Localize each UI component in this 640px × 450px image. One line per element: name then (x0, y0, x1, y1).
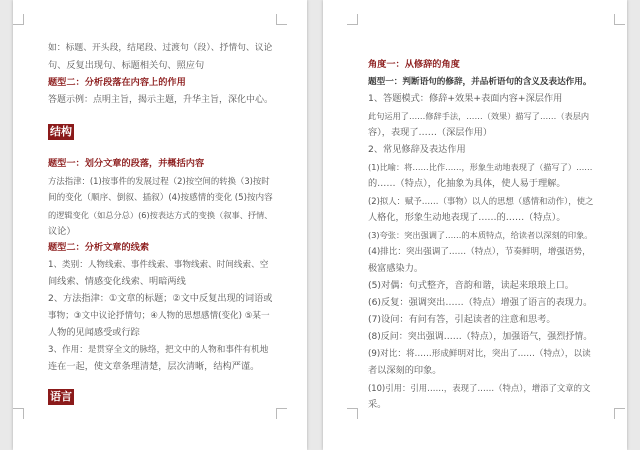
text-line: 采。 (368, 399, 387, 410)
text-line: (10)引用：引用……，表现了……（特点），增添了文章的文 (368, 383, 591, 393)
text-line: 1、类别：人物线索、事件线索、事物线索、时间线索、空 (48, 260, 269, 270)
text-line: 答题示例：点明主旨，揭示主题，升华主旨，深化中心。 (48, 95, 274, 105)
text-line: (2)拟人：赋予……（事物）以人的思想（感情和动作），使之 (368, 196, 594, 206)
corner-mark (347, 14, 358, 25)
angle-heading: 角度一：从修辞的角度 (368, 59, 460, 70)
document-page-right (323, 0, 627, 450)
text-line: 间的变化（顺序、倒叙、插叙）(4)按感情的变化 (5)按内容 (48, 193, 273, 203)
text-line: 句、反复出现句、标题相关句、照应句 (48, 60, 205, 71)
document-page-left (13, 0, 307, 450)
text-line: 3、作用：是贯穿全文的脉络，把文中的人物和事件有机地 (48, 345, 269, 355)
text-line: 2、方法指津：①文章的标题；②文中反复出现的词语或 (48, 293, 273, 304)
corner-mark (276, 14, 287, 25)
section-label-structure: 结构 (50, 125, 72, 138)
text-line: (5)对偶：句式整齐，音韵和谐，读起来琅琅上口。 (368, 280, 574, 291)
corner-mark (276, 408, 287, 419)
question-type-heading: 题型二：分析文章的线索 (48, 242, 150, 253)
text-line: 议论） (48, 226, 76, 237)
text-line: (7)设问：有问有答，引起读者的注意和思考。 (368, 314, 556, 325)
text-line: (9)对比：将……形成鲜明对比，突出了……（特点），以读 (368, 349, 591, 359)
text-line: 极富感染力。 (368, 263, 424, 274)
text-line: 容），表现了……（深层作用） (368, 127, 493, 138)
text-line: (3)夸张：突出强调了……的本质特点，给读者以深刻的印象。 (368, 230, 593, 240)
text-line: 如：标题、开头段，结尾段、过渡句（段）、抒情句、议论 (48, 43, 273, 53)
corner-mark (13, 14, 24, 25)
text-line: 的逻辑变化（如总分总）(6)按表达方式的变换（叙事、抒情、 (48, 210, 273, 220)
text-line: (6)反复：强调突出……（特点）增强了语言的表现力。 (368, 297, 593, 308)
text-line: 间线索、情感变化线索、明暗两线 (48, 276, 186, 287)
text-line: (4)排比：突出强调了……（特点），节奏鲜明，增强语势， (368, 247, 591, 257)
text-line: (1)比喻：将……比作……，形象生动地表现了（描写了）…… (368, 162, 593, 172)
question-type-heading: 题型一：判断语句的修辞，并品析语句的含义及表达作用。 (368, 77, 592, 87)
corner-mark (614, 408, 625, 419)
text-line: 此句运用了……修辞手法，……（效果）描写了……（表层内 (368, 111, 590, 121)
text-line: 1、答题模式：修辞+效果+表面内容+深层作用 (368, 93, 563, 104)
text-line: 人物的见闻感受或行踪 (48, 327, 140, 338)
corner-mark (13, 408, 24, 419)
text-line: 事物；③文中议论抒情句；④人物的思想感情(变化) ⑤某一 (48, 311, 270, 321)
text-line: 方法指津：(1)按事件的发展过程（2)按空间的转换（3)按时 (48, 176, 270, 186)
question-type-heading: 题型二：分析段落在内容上的作用 (48, 77, 186, 88)
text-line: 2、常见修辞及表达作用 (368, 144, 466, 155)
text-line: 连在一起，使文章条理清楚，层次清晰，结构严谨。 (48, 361, 260, 372)
text-line: 人格化，形象生动地表现了……的……（特点）。 (368, 212, 566, 223)
text-line: 的……（特点），化抽象为具体，使人易于理解。 (368, 178, 566, 189)
section-label-language: 语言 (50, 390, 72, 403)
corner-mark (347, 408, 358, 419)
question-type-heading: 题型一：划分文章的段落，并概括内容 (48, 158, 205, 169)
text-line: 者以深刻的印象。 (368, 365, 442, 376)
corner-mark (614, 14, 625, 25)
text-line: (8)反问：突出强调……（特点），加强语气，强烈抒情。 (368, 332, 593, 342)
